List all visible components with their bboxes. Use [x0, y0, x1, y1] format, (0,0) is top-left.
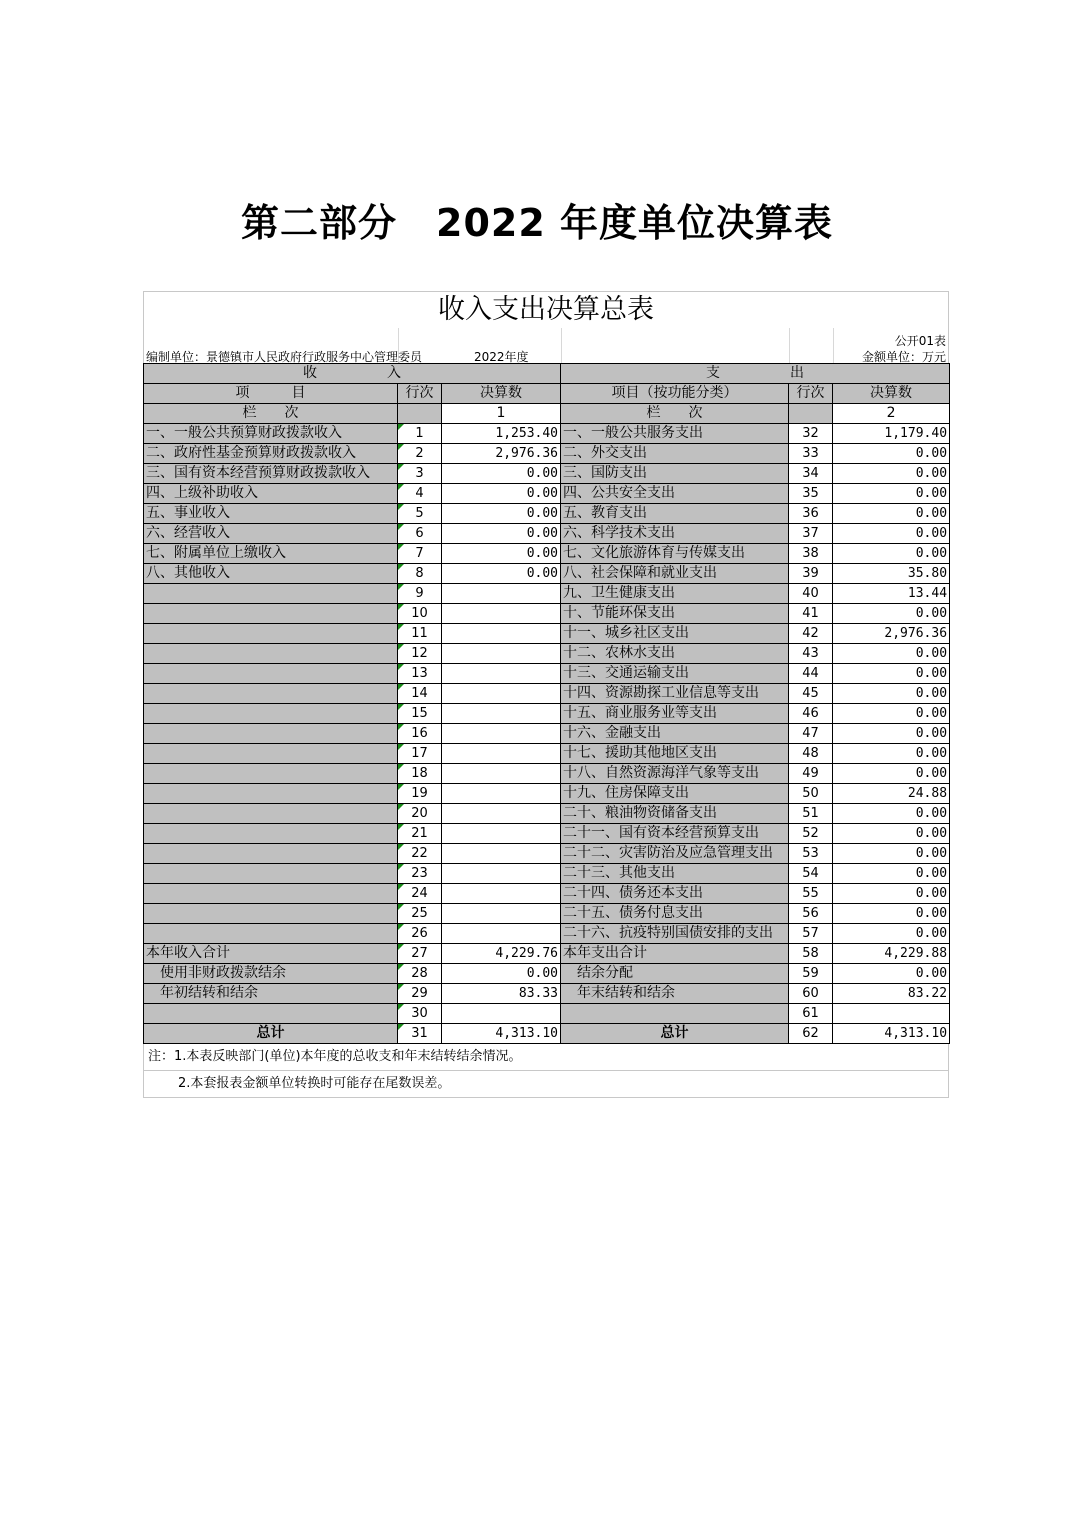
income-amount [442, 704, 561, 724]
table-row [144, 864, 950, 884]
expense-line-no: 42 [789, 624, 833, 644]
income-line-no: 17 [398, 744, 442, 764]
income-line-no: 24 [398, 884, 442, 904]
expense-amount: 0.00 [833, 444, 950, 464]
expense-amount: 0.00 [833, 724, 950, 744]
table-row [144, 804, 950, 824]
income-amount [442, 824, 561, 844]
expense-line-no: 50 [789, 784, 833, 804]
income-amount [442, 1004, 561, 1024]
expense-item: 二十六、抗疫特别国债安排的支出 [561, 924, 789, 944]
income-line-no: 29 [398, 984, 442, 1004]
income-amount: 0.00 [442, 544, 561, 564]
income-line-no: 15 [398, 704, 442, 724]
note-1: 注：1.本表反映部门(单位)本年度的总收支和年末结转结余情况。 [144, 1044, 948, 1071]
income-item: 二、政府性基金预算财政拨款收入 [144, 444, 398, 464]
expense-amount: 83.22 [833, 984, 950, 1004]
expense-line-no: 54 [789, 864, 833, 884]
expense-item: 八、社会保障和就业支出 [561, 564, 789, 584]
income-line-no: 13 [398, 664, 442, 684]
column-index-1: 1 [442, 404, 561, 424]
income-item: 五、事业收入 [144, 504, 398, 524]
income-line-no: 4 [398, 484, 442, 504]
summary-row [144, 984, 950, 1004]
expense-amount: 0.00 [833, 484, 950, 504]
income-line-no: 31 [398, 1024, 442, 1044]
expense-line-no: 59 [789, 964, 833, 984]
income-amount: 0.00 [442, 524, 561, 544]
income-amount [442, 804, 561, 824]
page-title: 第二部分 2022 年度单位决算表 [241, 201, 833, 245]
expense-amount: 0.00 [833, 764, 950, 784]
income-line-no: 2 [398, 444, 442, 464]
summary-row [144, 944, 950, 964]
table-row [144, 664, 950, 684]
expense-amount: 0.00 [833, 644, 950, 664]
table-row [144, 524, 950, 544]
expense-amount: 35.80 [833, 564, 950, 584]
column-label: 栏 次 [144, 404, 398, 424]
expense-section-header: 支 出 [561, 364, 950, 384]
expense-item: 总计 [561, 1024, 789, 1044]
column-index-2: 2 [833, 404, 950, 424]
expense-line-no: 55 [789, 884, 833, 904]
income-line-no: 12 [398, 644, 442, 664]
header-amount: 决算数 [442, 384, 561, 404]
expense-item: 四、公共安全支出 [561, 484, 789, 504]
income-amount [442, 784, 561, 804]
income-line-no: 3 [398, 464, 442, 484]
expense-line-no: 36 [789, 504, 833, 524]
table-title: 收入支出决算总表 [143, 291, 949, 328]
table-row [144, 504, 950, 524]
expense-amount: 0.00 [833, 744, 950, 764]
income-item: 使用非财政拨款结余 [144, 964, 398, 984]
expense-line-no: 48 [789, 744, 833, 764]
expense-item: 十六、金融支出 [561, 724, 789, 744]
income-amount [442, 724, 561, 744]
income-item [144, 744, 398, 764]
table-notes [143, 1044, 949, 1098]
income-item [144, 764, 398, 784]
table-row [144, 924, 950, 944]
expense-line-no: 61 [789, 1004, 833, 1024]
income-amount [442, 684, 561, 704]
expense-amount: 0.00 [833, 884, 950, 904]
income-amount [442, 904, 561, 924]
income-item: 本年收入合计 [144, 944, 398, 964]
header-amount-2: 决算数 [833, 384, 950, 404]
table-row [144, 724, 950, 744]
expense-item: 十七、援助其他地区支出 [561, 744, 789, 764]
income-item: 一、一般公共预算财政拨款收入 [144, 424, 398, 444]
income-amount: 0.00 [442, 564, 561, 584]
expense-item: 二十三、其他支出 [561, 864, 789, 884]
income-line-no: 7 [398, 544, 442, 564]
expense-item: 本年支出合计 [561, 944, 789, 964]
header-line-no-2: 行次 [789, 384, 833, 404]
expense-line-no: 49 [789, 764, 833, 784]
income-amount: 0.00 [442, 504, 561, 524]
expense-amount: 0.00 [833, 544, 950, 564]
income-item [144, 864, 398, 884]
income-line-no: 9 [398, 584, 442, 604]
expense-amount: 0.00 [833, 664, 950, 684]
income-line-no: 20 [398, 804, 442, 824]
expense-line-no: 58 [789, 944, 833, 964]
table-row [144, 904, 950, 924]
income-item: 七、附属单位上缴收入 [144, 544, 398, 564]
expense-line-no: 57 [789, 924, 833, 944]
income-item [144, 704, 398, 724]
expense-item: 十八、自然资源海洋气象等支出 [561, 764, 789, 784]
expense-item: 十九、住房保障支出 [561, 784, 789, 804]
total-row [144, 1024, 950, 1044]
expense-line-no: 39 [789, 564, 833, 584]
table-row [144, 624, 950, 644]
income-section-header: 收 入 [144, 364, 561, 384]
header-item: 项 目 [144, 384, 398, 404]
expense-item: 一、一般公共服务支出 [561, 424, 789, 444]
table-row [144, 844, 950, 864]
income-item: 年初结转和结余 [144, 984, 398, 1004]
table-row [144, 464, 950, 484]
expense-item: 九、卫生健康支出 [561, 584, 789, 604]
table-row [144, 444, 950, 464]
expense-line-no: 53 [789, 844, 833, 864]
income-item [144, 664, 398, 684]
income-item: 三、国有资本经营预算财政拨款收入 [144, 464, 398, 484]
income-amount: 0.00 [442, 484, 561, 504]
expense-line-no: 52 [789, 824, 833, 844]
table-row [144, 784, 950, 804]
table-row [144, 544, 950, 564]
income-item [144, 904, 398, 924]
expense-amount: 0.00 [833, 604, 950, 624]
income-amount [442, 744, 561, 764]
income-amount: 1,253.40 [442, 424, 561, 444]
table-row [144, 824, 950, 844]
reporting-unit: 编制单位：景德镇市人民政府行政服务中心管理委员 [146, 350, 423, 364]
expense-line-no: 35 [789, 484, 833, 504]
table-row [144, 424, 950, 444]
table-row [144, 704, 950, 724]
income-line-no: 16 [398, 724, 442, 744]
header-line-no: 行次 [398, 384, 442, 404]
income-amount [442, 844, 561, 864]
expense-line-no: 47 [789, 724, 833, 744]
expense-line-no: 34 [789, 464, 833, 484]
income-item [144, 604, 398, 624]
income-line-no: 5 [398, 504, 442, 524]
income-amount [442, 584, 561, 604]
income-item [144, 804, 398, 824]
income-line-no: 26 [398, 924, 442, 944]
income-line-no: 18 [398, 764, 442, 784]
expense-line-no: 62 [789, 1024, 833, 1044]
expense-amount: 0.00 [833, 704, 950, 724]
income-item: 总计 [144, 1024, 398, 1044]
income-line-no: 10 [398, 604, 442, 624]
expense-item: 二十二、灾害防治及应急管理支出 [561, 844, 789, 864]
expense-item: 二十四、债务还本支出 [561, 884, 789, 904]
expense-line-no: 46 [789, 704, 833, 724]
income-line-no: 21 [398, 824, 442, 844]
expense-item: 十三、交通运输支出 [561, 664, 789, 684]
income-amount [442, 664, 561, 684]
expense-amount: 0.00 [833, 844, 950, 864]
income-line-no: 27 [398, 944, 442, 964]
expense-amount: 0.00 [833, 924, 950, 944]
income-item [144, 724, 398, 744]
expense-amount: 4,313.10 [833, 1024, 950, 1044]
expense-line-no: 41 [789, 604, 833, 624]
income-line-no: 8 [398, 564, 442, 584]
expense-line-no: 33 [789, 444, 833, 464]
expense-item: 结余分配 [561, 964, 789, 984]
column-label-2: 栏 次 [561, 404, 789, 424]
income-amount: 83.33 [442, 984, 561, 1004]
income-line-no: 25 [398, 904, 442, 924]
expense-line-no: 60 [789, 984, 833, 1004]
expense-line-no: 40 [789, 584, 833, 604]
table-meta [143, 328, 949, 363]
expense-amount [833, 1004, 950, 1024]
expense-item: 七、文化旅游体育与传媒支出 [561, 544, 789, 564]
expense-amount: 2,976.36 [833, 624, 950, 644]
expense-item: 十五、商业服务业等支出 [561, 704, 789, 724]
income-item [144, 844, 398, 864]
expense-item: 三、国防支出 [561, 464, 789, 484]
expense-line-no: 43 [789, 644, 833, 664]
income-amount [442, 764, 561, 784]
table-row [144, 644, 950, 664]
income-line-no: 14 [398, 684, 442, 704]
expense-item: 十、节能环保支出 [561, 604, 789, 624]
expense-line-no: 51 [789, 804, 833, 824]
table-code: 公开01表 [894, 334, 946, 348]
income-amount: 4,313.10 [442, 1024, 561, 1044]
header-func-item: 项目（按功能分类） [561, 384, 789, 404]
income-line-no: 22 [398, 844, 442, 864]
income-amount: 0.00 [442, 964, 561, 984]
expense-item: 二十、粮油物资储备支出 [561, 804, 789, 824]
budget-sheet [143, 291, 949, 1098]
expense-line-no: 32 [789, 424, 833, 444]
table-row [144, 764, 950, 784]
income-amount [442, 604, 561, 624]
income-amount [442, 624, 561, 644]
income-item [144, 584, 398, 604]
column-index-row [144, 404, 950, 424]
income-line-no: 1 [398, 424, 442, 444]
expense-amount: 4,229.88 [833, 944, 950, 964]
income-item [144, 924, 398, 944]
expense-line-no: 56 [789, 904, 833, 924]
section-header-row [144, 364, 950, 384]
income-expense-table [143, 363, 950, 1044]
note-2: 2.本套报表金额单位转换时可能存在尾数误差。 [178, 1076, 451, 1091]
expense-amount: 24.88 [833, 784, 950, 804]
income-item: 八、其他收入 [144, 564, 398, 584]
income-item [144, 644, 398, 664]
income-amount: 4,229.76 [442, 944, 561, 964]
expense-item: 十二、农林水支出 [561, 644, 789, 664]
expense-line-no: 44 [789, 664, 833, 684]
expense-item: 五、教育支出 [561, 504, 789, 524]
income-amount [442, 644, 561, 664]
expense-amount: 0.00 [833, 464, 950, 484]
expense-amount: 0.00 [833, 524, 950, 544]
expense-item: 年末结转和结余 [561, 984, 789, 1004]
income-amount: 0.00 [442, 464, 561, 484]
expense-amount: 0.00 [833, 904, 950, 924]
expense-amount: 0.00 [833, 964, 950, 984]
table-row [144, 604, 950, 624]
table-row [144, 564, 950, 584]
income-item [144, 684, 398, 704]
income-line-no: 6 [398, 524, 442, 544]
income-line-no: 30 [398, 1004, 442, 1024]
expense-amount: 1,179.40 [833, 424, 950, 444]
table-row [144, 744, 950, 764]
money-unit: 金额单位：万元 [861, 350, 946, 364]
report-year: 2022年度 [474, 350, 529, 364]
expense-item: 二、外交支出 [561, 444, 789, 464]
expense-amount: 13.44 [833, 584, 950, 604]
expense-item [561, 1004, 789, 1024]
income-line-no: 19 [398, 784, 442, 804]
table-row [144, 884, 950, 904]
income-item: 六、经营收入 [144, 524, 398, 544]
income-amount [442, 884, 561, 904]
income-item [144, 624, 398, 644]
expense-amount: 0.00 [833, 684, 950, 704]
table-row [144, 584, 950, 604]
expense-amount: 0.00 [833, 864, 950, 884]
summary-row [144, 964, 950, 984]
expense-item: 二十一、国有资本经营预算支出 [561, 824, 789, 844]
income-amount [442, 924, 561, 944]
expense-amount: 0.00 [833, 824, 950, 844]
income-item [144, 824, 398, 844]
table-row [144, 684, 950, 704]
expense-line-no: 37 [789, 524, 833, 544]
expense-item: 十四、资源勘探工业信息等支出 [561, 684, 789, 704]
income-line-no: 28 [398, 964, 442, 984]
expense-item: 十一、城乡社区支出 [561, 624, 789, 644]
expense-amount: 0.00 [833, 504, 950, 524]
expense-item: 二十五、债务付息支出 [561, 904, 789, 924]
summary-row [144, 1004, 950, 1024]
income-line-no: 23 [398, 864, 442, 884]
table-row [144, 484, 950, 504]
expense-line-no: 38 [789, 544, 833, 564]
income-item [144, 1004, 398, 1024]
income-item [144, 784, 398, 804]
column-header-row [144, 384, 950, 404]
income-amount: 2,976.36 [442, 444, 561, 464]
expense-line-no: 45 [789, 684, 833, 704]
expense-amount: 0.00 [833, 804, 950, 824]
income-item [144, 884, 398, 904]
income-item: 四、上级补助收入 [144, 484, 398, 504]
income-amount [442, 864, 561, 884]
expense-item: 六、科学技术支出 [561, 524, 789, 544]
income-line-no: 11 [398, 624, 442, 644]
